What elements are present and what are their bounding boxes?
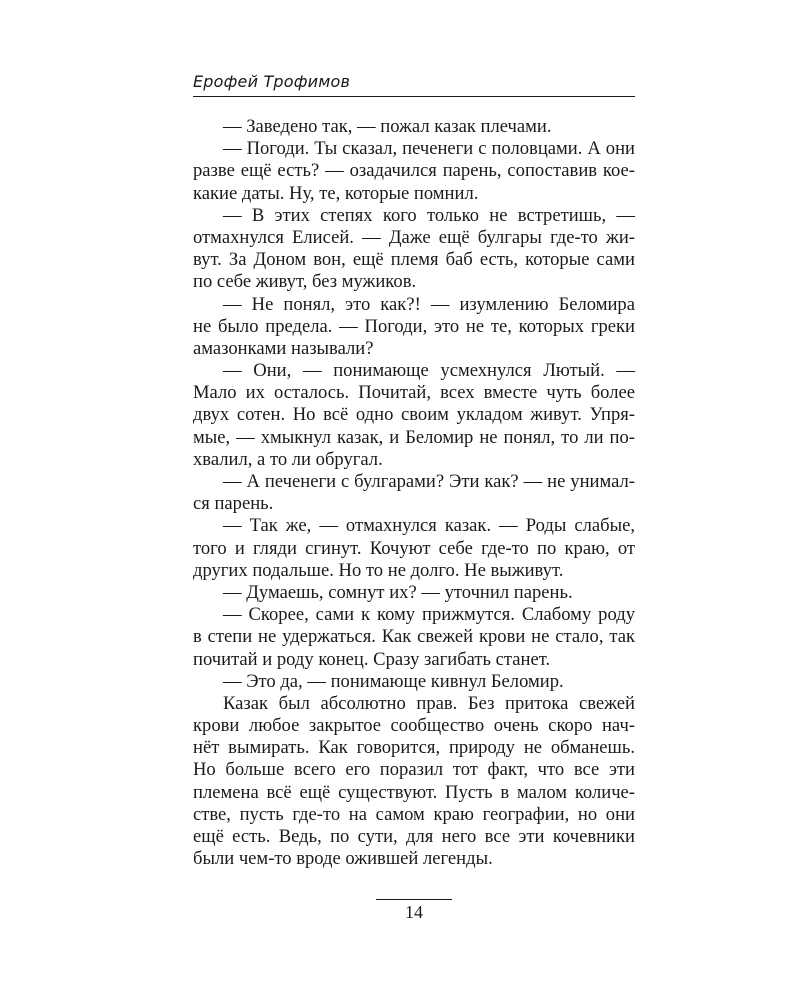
text-line: крови любое закрытое сообщество очень скоро нач- xyxy=(193,715,635,737)
text-line: — В этих степях кого только не встретишь, — xyxy=(223,204,635,226)
text-line: — Они, — понимающе усмехнулся Лютый. — xyxy=(223,360,635,382)
text-line: — Заведено так, — пожал казак плечами. xyxy=(223,116,552,137)
text-line: — Не понял, это как?! — изумлению Беломира xyxy=(223,293,635,315)
text-line: — Это да, — понимающе кивнул Беломир. xyxy=(223,670,564,692)
text-line: — Думаешь, сомнут их? — уточнил парень. xyxy=(223,581,573,603)
text-line: — А печенеги с булгарами? Эти как? — не унимал- xyxy=(223,471,635,492)
text-line: Мало их осталось. Почитай, всех вместе чуть более xyxy=(193,382,635,404)
text-line: других подальше. Но то не долго. Не выживут. xyxy=(193,559,564,581)
text-line: — Погоди. Ты сказал, печенеги с половцами. А они xyxy=(223,138,635,160)
text-line: ещё есть. Ведь, по сути, для него все эти кочевники xyxy=(193,826,635,847)
author-name: Ерофей Трофимов xyxy=(193,72,351,91)
text-line: Казак был абсолютно прав. Без притока свежей xyxy=(223,692,635,714)
text-line: двух сотен. Но всё одно своим укладом живут. Упря- xyxy=(193,404,635,426)
text-line: были чем-то вроде ожившей легенды. xyxy=(193,848,493,870)
text-line: отмахнулся Елисей. — Даже ещё булгары где-то жи- xyxy=(193,226,635,248)
text-line: ся парень. xyxy=(193,493,274,515)
text-line: вут. За Доном вон, ещё племя баб есть, которые сами xyxy=(193,249,635,271)
text-line: того и гляди сгинут. Кочуют себе где-то по краю, от xyxy=(193,537,635,559)
text-line: — Скорее, сами к кому прижмутся. Слабому роду xyxy=(223,604,635,626)
page-number: 14 xyxy=(405,902,423,922)
text-line: — Так же, — отмахнулся казак. — Роды слабые, xyxy=(223,515,635,537)
text-line: стве, пусть где-то на самом краю географии, но они xyxy=(193,803,635,825)
text-line: в степи не удержаться. Как свежей крови не стало, так xyxy=(193,626,635,648)
text-line: не было предела. — Погоди, это не те, которых греки xyxy=(193,315,635,337)
text-line: племена всё ещё существуют. Пусть в малом количе- xyxy=(193,781,635,803)
running-head xyxy=(193,70,635,97)
text-line: Но больше всего его поразил тот факт, что все эти xyxy=(193,759,635,781)
text-line: нёт вымирать. Как говорится, природу не обманешь. xyxy=(193,737,635,759)
text-line: амазонками называли? xyxy=(193,337,374,359)
footer-rule xyxy=(376,899,452,900)
text-line: хвалил, а то ли обругал. xyxy=(193,448,383,470)
text-line: почитай и роду конец. Сразу загибать станет. xyxy=(193,648,551,670)
text-line: мые, — хмыкнул казак, и Беломир не понял, то ли по- xyxy=(193,426,635,448)
text-line: разве ещё есть? — озадачился парень, сопоставив кое- xyxy=(193,160,635,182)
text-line: по себе живут, без мужиков. xyxy=(193,271,417,293)
text-line: какие даты. Ну, те, которые помнил. xyxy=(193,182,479,204)
body-text xyxy=(193,116,635,870)
